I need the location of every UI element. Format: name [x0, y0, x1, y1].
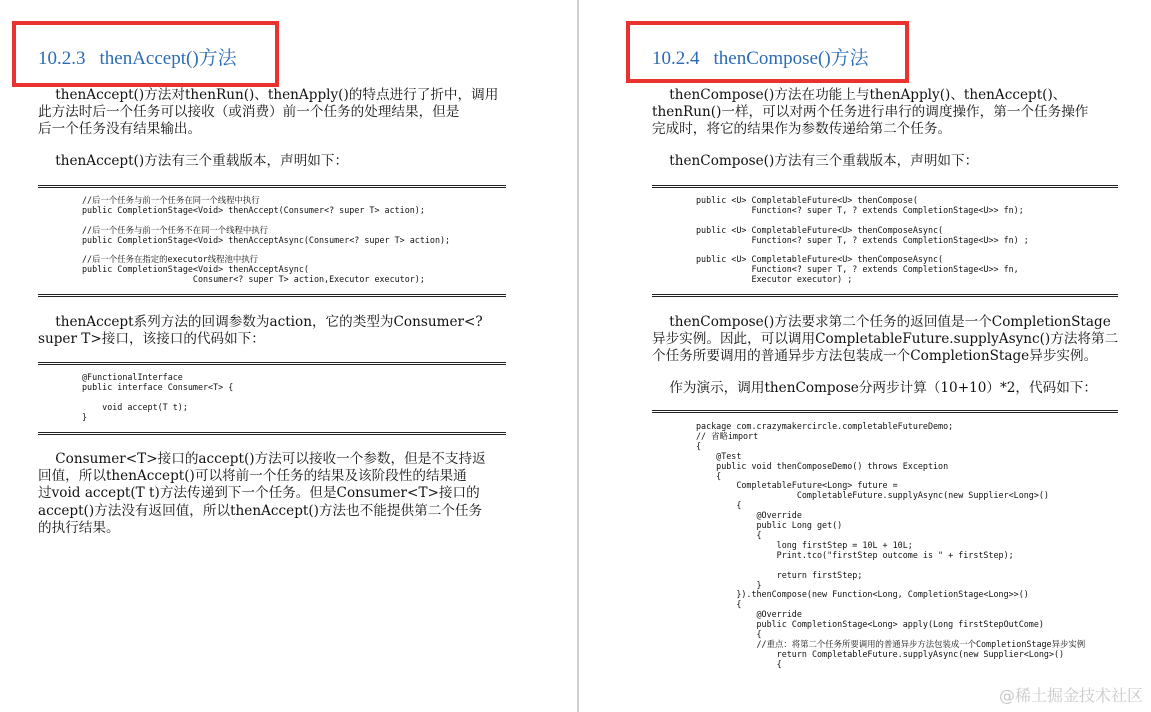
section-title: thenAccept()方法 [99, 48, 237, 69]
section-heading [652, 43, 869, 70]
code-top-rule [652, 410, 1118, 413]
code-block: package com.crazymakercircle.completableFutureDemo; // 省略import { @Test public void thenComposeDemo() throws Exception { CompletableFuture<Long> future = CompletableFuture.supplyAsync(new Supplier<Long>() { @Override public Long get() { long firstStep = 10L + 10L; Print.tco("firstStep outcome is " + firstStep); return firstStep; } }).thenCompose(new Function<Long, CompletionStage<Long>>() { @Override public CompletionStage<Long> apply(Long firstStepOutCome) { //重点：将第二个任务所要调用的普通异步方法包装成一个CompletionStage异步实例 return CompletableFuture.supplyAsync(new Supplier<Long>() { [696, 421, 1086, 669]
site-watermark: @稀土掘金技术社区 [998, 686, 1143, 705]
code-block: @FunctionalInterface public interface Consumer<T> { void accept(T t); } [82, 372, 234, 422]
code-bottom-rule [38, 432, 506, 435]
section-heading [38, 43, 237, 70]
code-bottom-rule [652, 294, 1118, 297]
code-bottom-rule [38, 294, 506, 297]
paragraph: thenCompose()方法在功能上与thenApply()、thenAccept()、 thenRun()一样，可以对两个任务进行串行的调度操作，第一个任务操作 完成时，将它的结果作为参数传递给第二个任务。 [652, 87, 1089, 138]
paragraph: 作为演示，调用thenCompose分两步计算（10+10）*2，代码如下： [652, 380, 1097, 396]
section-number: 10.2.3 [38, 48, 86, 69]
paragraph: thenAccept()方法有三个重载版本，声明如下： [38, 153, 349, 169]
code-block: //后一个任务与前一个任务在同一个线程中执行 public CompletionStage<Void> thenAccept(Consumer<? super T> action); //后一个任务与前一个任务不在同一个线程中执行 public CompletionStage<Void> thenAcceptAsync(Consumer<? super T> action); //后一个任务在指定的executor线程池中执行 public CompletionStage<Void> thenAcceptAsync( Consumer<? super T> action,Executor executor); [82, 195, 451, 285]
code-top-rule [38, 362, 506, 365]
code-top-rule [38, 185, 506, 188]
paragraph: Consumer<T>接口的accept()方法可以接收一个参数，但是不支持返 回值，所以thenAccept()可以将前一个任务的结果及该阶段性的结果通 过void accept(T t)方法传递到下一个任务。但是Consumer<T>接口的 accept()方法没有返回值，所以thenAccept()方法也不能提供第二个任务 的执行结果。 [38, 451, 486, 536]
paragraph: thenAccept系列方法的回调参数为action，它的类型为Consumer<? super T>接口，该接口的代码如下： [38, 314, 483, 348]
right-page [578, 0, 1151, 712]
code-top-rule [652, 185, 1118, 188]
code-block: public <U> CompletableFuture<U> thenCompose( Function<? super T, ? extends CompletionStage<U>> fn); public <U> CompletableFuture<U> thenComposeAsync( Function<? super T, ? extends CompletionStage<U>> fn) ; public <U> CompletableFuture<U> thenComposeAsync( Function<? super T, ? extends CompletionStage<U>> fn, Executor executor) ; [696, 195, 1029, 285]
section-number: 10.2.4 [652, 48, 700, 69]
section-title: thenCompose()方法 [713, 48, 869, 69]
paragraph: thenAccept()方法对thenRun()、thenApply()的特点进行了折中，调用 此方法时后一个任务可以接收（或消费）前一个任务的处理结果，但是 后一个任务没有结果输出。 [38, 87, 499, 138]
paragraph: thenCompose()方法有三个重载版本，声明如下： [652, 153, 979, 169]
paragraph: thenCompose()方法要求第二个任务的返回值是一个CompletionStage 异步实例。因此，可以调用CompletableFuture.supplyAsync()方法将第二 个任务所要调用的普通异步方法包装成一个CompletionStage异步实例。 [652, 314, 1119, 365]
